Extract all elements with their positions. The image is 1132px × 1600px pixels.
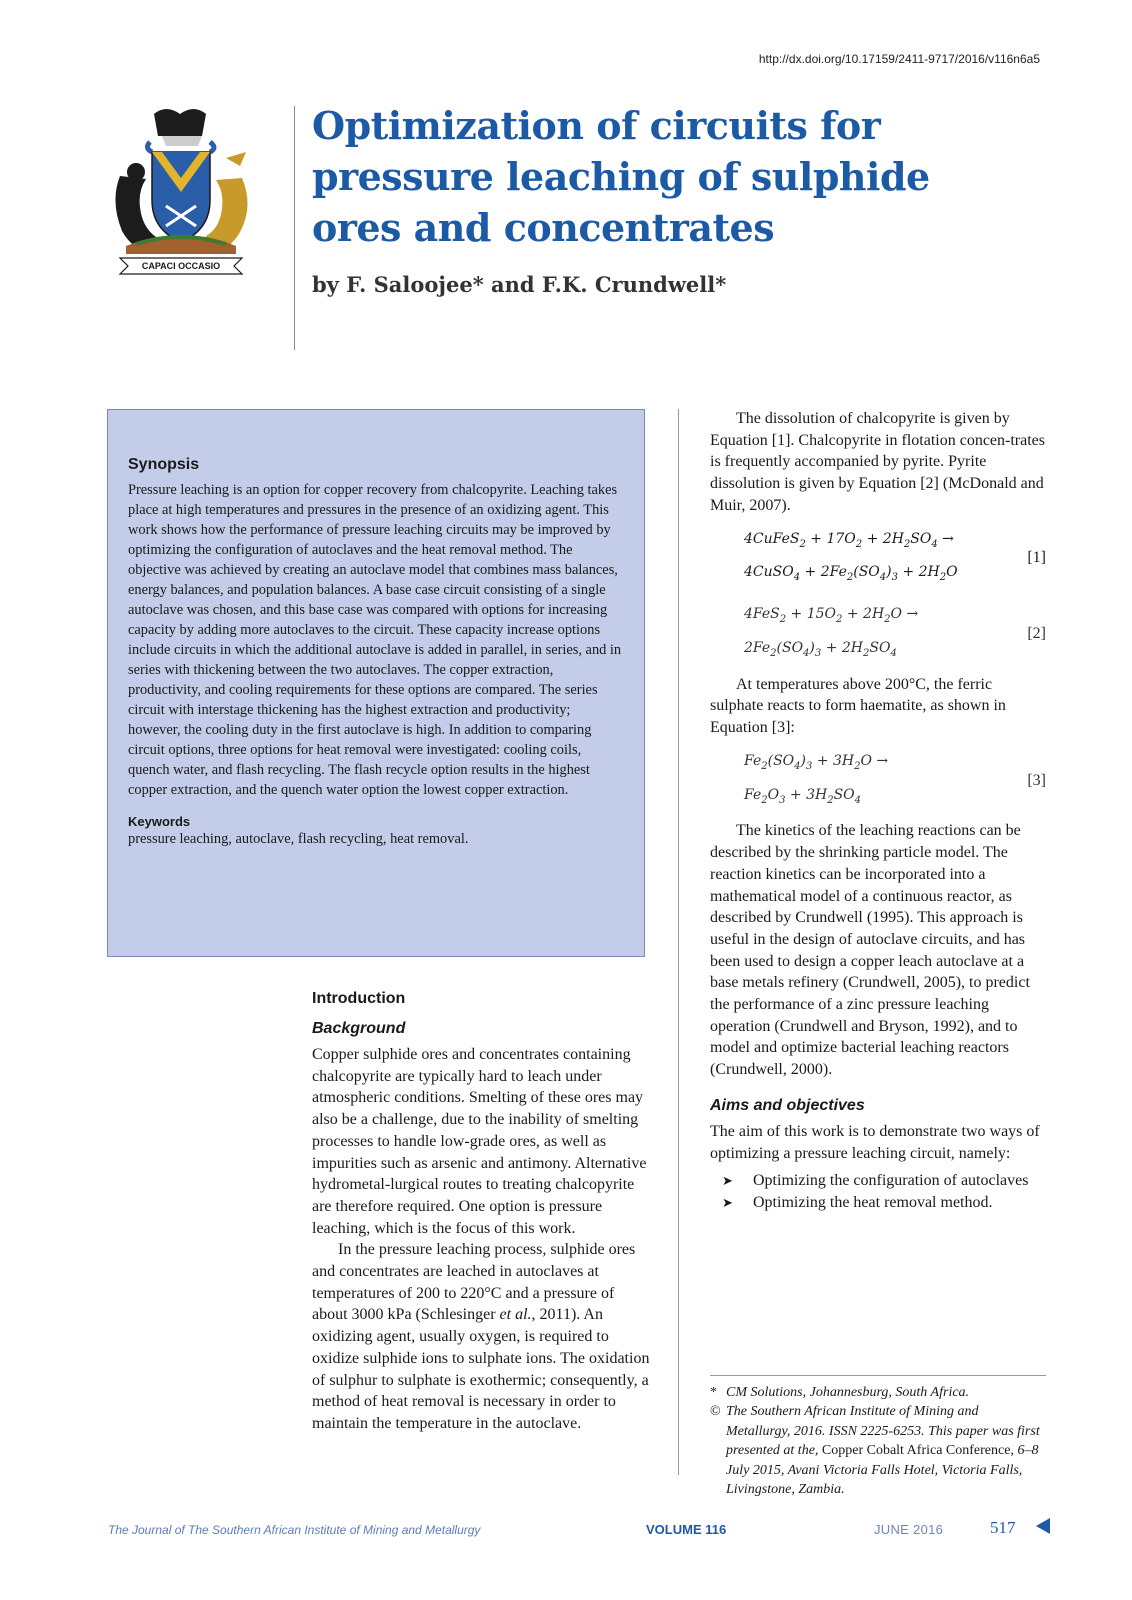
haematite-paragraph: At temperatures above 200°C, the ferric sulphate reacts to form haematite, as shown in Equation [3]:	[710, 675, 1006, 737]
arrow-bullet-icon: ➤	[722, 1173, 733, 1189]
background-heading: Background	[312, 1020, 406, 1037]
keywords-text: pressure leaching, autoclave, flash recycling, heat removal.	[128, 831, 469, 847]
introduction-column	[312, 990, 652, 1435]
page-arrow-icon	[1036, 1518, 1050, 1534]
synopsis-box	[107, 409, 645, 957]
list-item: ➤ Optimizing the configuration of autoclaves	[710, 1170, 1046, 1192]
column-divider	[678, 409, 679, 1475]
dissolution-paragraph: The dissolution of chalcopyrite is given by Equation [1]. Chalcopyrite in flotation concen-trates is frequently accompanied by pyrite. Pyrite dissolution is given by Equation [2] (McDonald and Muir, 2007).	[710, 410, 1045, 514]
aims-paragraph: The aim of this work is to demonstrate two ways of optimizing a pressure leaching circuit, namely:	[710, 1122, 1040, 1162]
equation-1-number: [1]	[1027, 549, 1046, 567]
institute-coat-of-arms-logo	[106, 106, 256, 276]
equation-1: 4CuFeS$_2$ + $17O_2 + 2H_2SO_4$ → 4CuSO$_4$ + $2Fe_2(SO_4)_3 + 2H_2O$ [1]	[744, 530, 1046, 584]
title-divider	[294, 106, 295, 350]
article-title: Optimization of circuits for pressure leaching of sulphide ores and concentrates	[312, 103, 930, 250]
list-item: ➤ Optimizing the heat removal method.	[710, 1192, 1046, 1214]
footnotes	[710, 1383, 1046, 1499]
svg-text:CAPACI OCCASIO: CAPACI OCCASIO	[141, 261, 221, 271]
page-number: 517	[990, 1518, 1016, 1537]
doi-link[interactable]: http://dx.doi.org/10.17159/2411-9717/2016/v116n6a5	[758, 52, 1040, 66]
equation-3: $Fe_2(SO_4)_3 + 3H_2O$ → $Fe_2O_3 + 3H_2SO_4$ [3]	[744, 752, 1046, 806]
equation-3-number: [3]	[1027, 771, 1046, 789]
objectives-list	[710, 1170, 1046, 1213]
right-column	[710, 408, 1046, 1214]
keywords-heading: Keywords	[128, 814, 191, 829]
footer-volume: VOLUME 116	[646, 1522, 727, 1537]
authors-line: by F. Saloojee* and F.K. Crundwell*	[312, 272, 727, 297]
equation-2: $4FeS_2 + 15O_2 + 2H_2O$ → $2Fe_2(SO_4)_3 + 2H_2SO_4$ [2]	[744, 606, 1046, 659]
introduction-heading: Introduction	[312, 990, 406, 1007]
background-paragraph-2: In the pressure leaching process, sulphide ores and concentrates are leached in autoclaves at temperatures of 200 to 220°C and a pressure of about 3000 kPa (Schlesinger et al., 2011). An oxidizing agent, usually oxygen, is required to oxidize sulphide ions to sulphate ions. The oxidation of sulphur to sulphate is exothermic; consequently, a method of heat removal is necessary in order to maintain the temperature in the autoclave.	[312, 1241, 650, 1432]
synopsis-text: Pressure leaching is an option for copper recovery from chalcopyrite. Leaching takes place at high temperatures and pressures in the presence of an oxidizing agent. This work shows how the performance of pressure leaching circuits may be improved by optimizing the configuration of autoclaves and the heat removal method. The objective was achieved by creating an autoclave model that combines mass balances, energy balances, and population balances. A base case circuit consisting of a single autoclave was chosen, and this base case was compared with options for increasing capacity by adding more autoclaves to the circuit. These capacity increase options include circuits in which the additional autoclave is added in parallel, in series, and in series with thickening between the two autoclaves. The copper extraction, productivity, and cooling requirements for these options are compared. The series circuit with interstage thickening has the highest extraction and productivity; however, the cooling duty in the first autoclave is high. In addition to comparing circuit options, three options for heat removal were investigated: cooling coils, quench water, and flash recycling. The flash recycle option results in the highest copper extraction, and the quench water option the lowest copper extraction.	[128, 482, 622, 798]
kinetics-paragraph: The kinetics of the leaching reactions can be described by the shrinking particle model. The reaction kinetics can be incorporated into a mathematical model of a continuous reactor, as described by Crundwell (1995). This approach is useful in the design of autoclave circuits, and has been used to design a copper leach autoclave at a base metals refinery (Crundwell, 2005), to predict the performance of a zinc pressure leaching operation (Crundwell and Bryson, 1992), and to model and optimize bacterial leaching reactors (Crundwell, 2000).	[710, 822, 1030, 1079]
arrow-bullet-icon: ➤	[722, 1194, 733, 1210]
footer-journal-name: The Journal of The Southern African Institute of Mining and Metallurgy	[108, 1523, 481, 1537]
synopsis-heading: Synopsis	[128, 456, 200, 473]
footer-date: JUNE 2016	[874, 1522, 944, 1537]
aims-heading: Aims and objectives	[710, 1096, 865, 1114]
footnote-divider	[710, 1375, 1046, 1376]
affiliation-footnote: * CM Solutions, Johannesburg, South Africa.	[710, 1385, 970, 1400]
equation-2-number: [2]	[1027, 624, 1046, 642]
copyright-footnote: © The Southern African Institute of Mining and Metallurgy, 2016. ISSN 2225-6253. This paper was first presented at the, Copper Cobalt Africa Conference, 6–8 July 2015, Avani Victoria Falls Hotel, Victoria Falls, Livingstone, Zambia.	[710, 1404, 1040, 1498]
background-paragraph-1: Copper sulphide ores and concentrates containing chalcopyrite are typically hard to leach under atmospheric conditions. Smelting of these ores may also be a challenge, due to the inability of smelting processes to handle low-grade ores, as well as impurities such as arsenic and antimony. Alternative hydrometal-lurgical routes to treating chalcopyrite are therefore required. One option is pressure leaching, which is the focus of this work.	[312, 1046, 647, 1237]
